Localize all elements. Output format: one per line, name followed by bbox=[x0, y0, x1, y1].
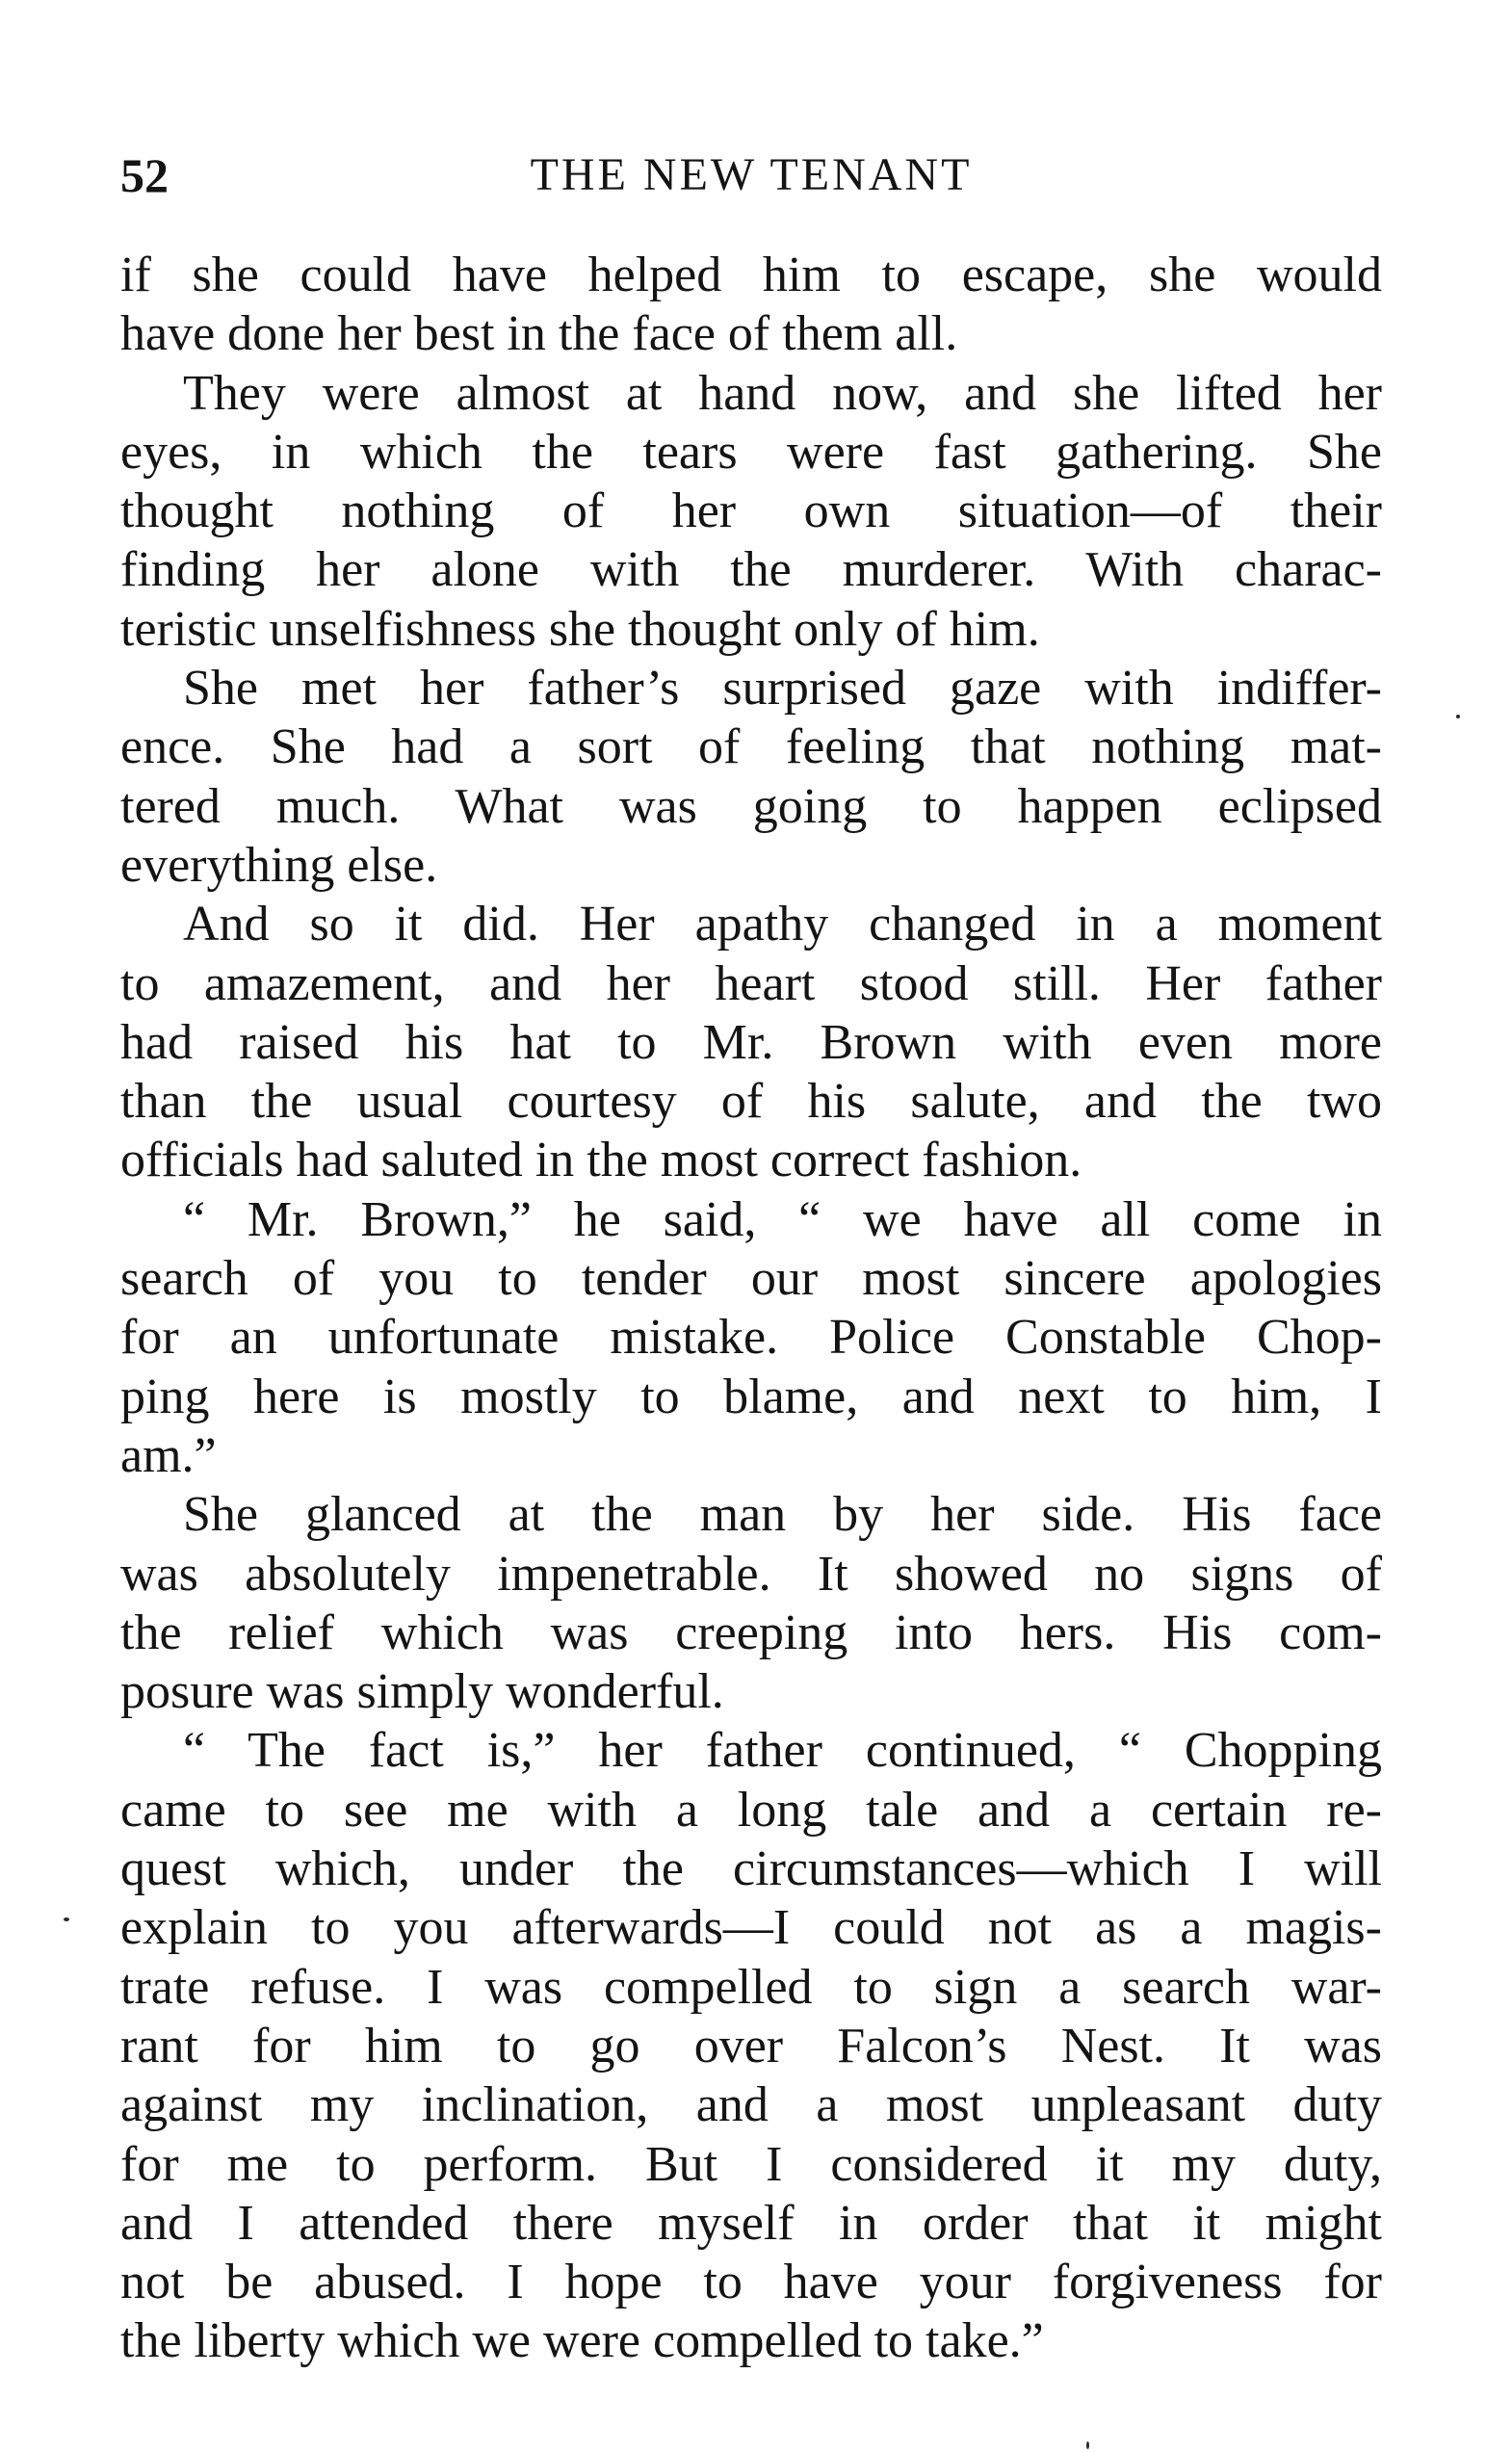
text-line: was absolutely impenetrable. It showed no signs of bbox=[120, 1546, 1382, 1602]
text-line: for me to perform. But I considered it my duty, bbox=[120, 2136, 1382, 2192]
text-line: and I attended there myself in order that it might bbox=[120, 2195, 1382, 2251]
text-line: They were almost at hand now, and she lifted her bbox=[183, 365, 1382, 421]
running-head bbox=[120, 135, 1382, 212]
page-number: 52 bbox=[120, 148, 169, 202]
text-line: eyes, in which the tears were fast gathering. She bbox=[120, 424, 1382, 480]
text-line: thought nothing of her own situation—of their bbox=[120, 483, 1382, 539]
text-line: She met her father’s surprised gaze with indiffer- bbox=[183, 661, 1382, 717]
text-line: posure was simply wonderful. bbox=[120, 1664, 724, 1720]
text-line: for an unfortunate mistake. Police Constable Chop- bbox=[120, 1310, 1382, 1366]
text-line: ping here is mostly to blame, and next to him, I bbox=[120, 1369, 1382, 1424]
text-line: against my inclination, and a most unpleasant duty bbox=[120, 2077, 1382, 2133]
text-line: have done her best in the face of them all. bbox=[120, 306, 958, 362]
print-speck bbox=[1086, 2441, 1089, 2449]
text-line: than the usual courtesy of his salute, and the two bbox=[120, 1074, 1382, 1130]
text-line: She glanced at the man by her side. His face bbox=[183, 1487, 1382, 1543]
text-line: the relief which was creeping into hers. His com- bbox=[120, 1604, 1382, 1660]
text-line: finding her alone with the murderer. With charac- bbox=[120, 542, 1382, 598]
text-line: ence. She had a sort of feeling that nothing mat- bbox=[120, 719, 1382, 775]
text-line: to amazement, and her heart stood still. Her father bbox=[120, 955, 1382, 1011]
body-text bbox=[120, 246, 1382, 2371]
print-speck bbox=[64, 1917, 69, 1921]
text-line: teristic unselfishness she thought only of him. bbox=[120, 601, 1040, 657]
text-line: officials had saluted in the most correct fashion. bbox=[120, 1133, 1082, 1188]
text-line: had raised his hat to Mr. Brown with even more bbox=[120, 1014, 1382, 1070]
text-line: “ The fact is,” her father continued, “ Chopping bbox=[183, 1723, 1382, 1779]
text-line: “ Mr. Brown,” he said, “ we have all come in bbox=[183, 1191, 1382, 1247]
text-line: explain to you afterwards—I could not as a magis- bbox=[120, 1900, 1382, 1956]
text-line: am.” bbox=[120, 1427, 217, 1483]
text-line: came to see me with a long tale and a certain re- bbox=[120, 1782, 1382, 1838]
text-line: tered much. What was going to happen eclipsed bbox=[120, 778, 1382, 834]
text-line: trate refuse. I was compelled to sign a search war- bbox=[120, 1959, 1382, 2015]
running-title: THE NEW TENANT bbox=[530, 149, 973, 200]
text-line: And so it did. Her apathy changed in a moment bbox=[183, 897, 1382, 952]
text-line: if she could have helped him to escape, she would bbox=[120, 248, 1382, 302]
text-line: the liberty which we were compelled to take.” bbox=[120, 2313, 1044, 2369]
text-line: everything else. bbox=[120, 837, 438, 893]
print-speck bbox=[1456, 715, 1460, 718]
text-line: quest which, under the circumstances—which I will bbox=[120, 1841, 1382, 1897]
text-line: rant for him to go over Falcon’s Nest. It was bbox=[120, 2018, 1382, 2074]
text-line: not be abused. I hope to have your forgiveness for bbox=[120, 2255, 1382, 2310]
text-line: search of you to tender our most sincere apologies bbox=[120, 1251, 1382, 1307]
